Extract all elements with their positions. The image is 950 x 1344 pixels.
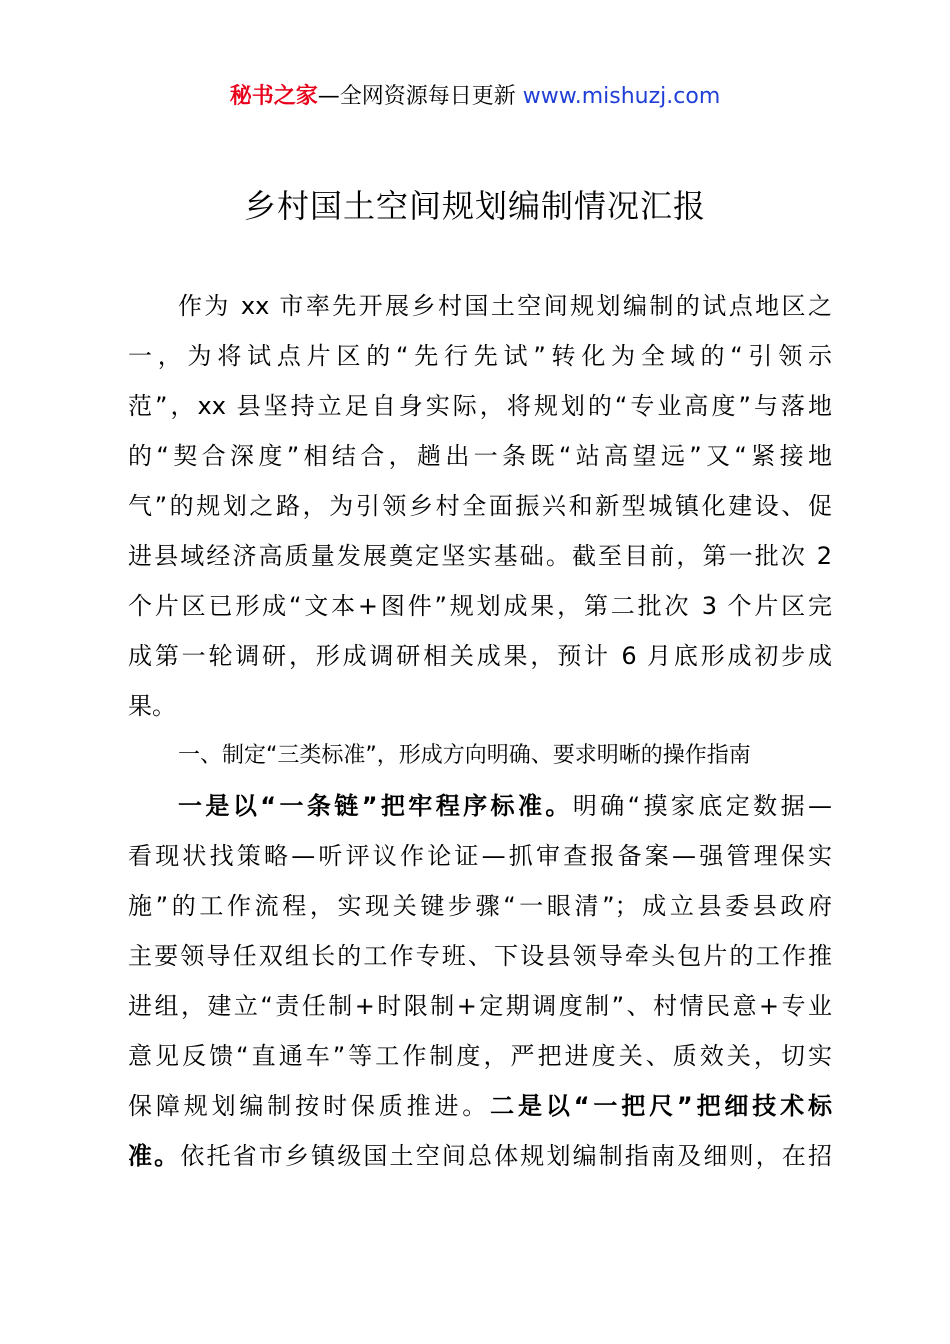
line-text: 依托省市乡镇级国土空间总体规划编制指南及细则，在招 xyxy=(180,1142,833,1170)
paragraph-line: 作为 xx 市率先开展乡村国土空间规划编制的试点地区之 xyxy=(178,292,832,320)
paragraph-line: 意见反馈“直通车”等工作制度，严把进度关、质效关，切实 xyxy=(128,1042,832,1070)
document-body xyxy=(128,281,832,1181)
paragraph-line: 果。 xyxy=(128,692,176,720)
paragraph-line xyxy=(128,1081,832,1131)
site-brand: 秘书之家 xyxy=(229,84,318,109)
site-tagline: —全网资源每日更新 xyxy=(317,84,523,109)
bold-lead: 准。 xyxy=(128,1142,181,1170)
paragraph-line: 主要领导任双组长的工作专班、下设县领导牵头包片的工作推 xyxy=(128,942,832,970)
paragraph-line: 成第一轮调研，形成调研相关成果，预计 6 月底形成初步成 xyxy=(128,642,832,670)
bold-lead: 二是以“一把尺”把细技术标 xyxy=(490,1092,832,1120)
line-text: 明确“摸家底定数据— xyxy=(572,792,833,820)
paragraph-line: 的“契合深度”相结合，趟出一条既“站高望远”又“紧接地 xyxy=(128,442,832,470)
paragraph-line: 看现状找策略—听评议作论证—抓审查报备案—强管理保实 xyxy=(128,842,832,870)
section-heading: 一、制定“三类标准”，形成方向明确、要求明晰的操作指南 xyxy=(178,743,751,768)
paragraph-line xyxy=(128,1131,832,1181)
paragraph-line: 一，为将试点片区的“先行先试”转化为全域的“引领示 xyxy=(128,342,832,370)
site-url-link[interactable]: www.mishuzj.com xyxy=(522,84,721,109)
paragraph-line: 气”的规划之路，为引领乡村全面振兴和新型城镇化建设、促 xyxy=(128,492,832,520)
document-title: 乡村国土空间规划编制情况汇报 xyxy=(243,187,706,225)
site-header xyxy=(0,82,950,112)
paragraph-line: 个片区已形成“文本+图件”规划成果，第二批次 3 个片区完 xyxy=(128,592,832,620)
paragraph-line xyxy=(128,781,832,831)
paragraph-line: 施”的工作流程，实现关键步骤“一眼清”；成立县委县政府 xyxy=(128,892,832,920)
paragraph-line: 进县域经济高质量发展奠定坚实基础。截至目前，第一批次 2 xyxy=(128,542,832,570)
line-text: 保障规划编制按时保质推进。 xyxy=(128,1092,491,1120)
bold-lead: 一是以“一条链”把牢程序标准。 xyxy=(178,792,573,820)
paragraph-line: 范”，xx 县坚持立足自身实际，将规划的“专业高度”与落地 xyxy=(128,392,832,420)
paragraph-line: 进组，建立“责任制+时限制+定期调度制”、村情民意+专业 xyxy=(128,992,832,1020)
